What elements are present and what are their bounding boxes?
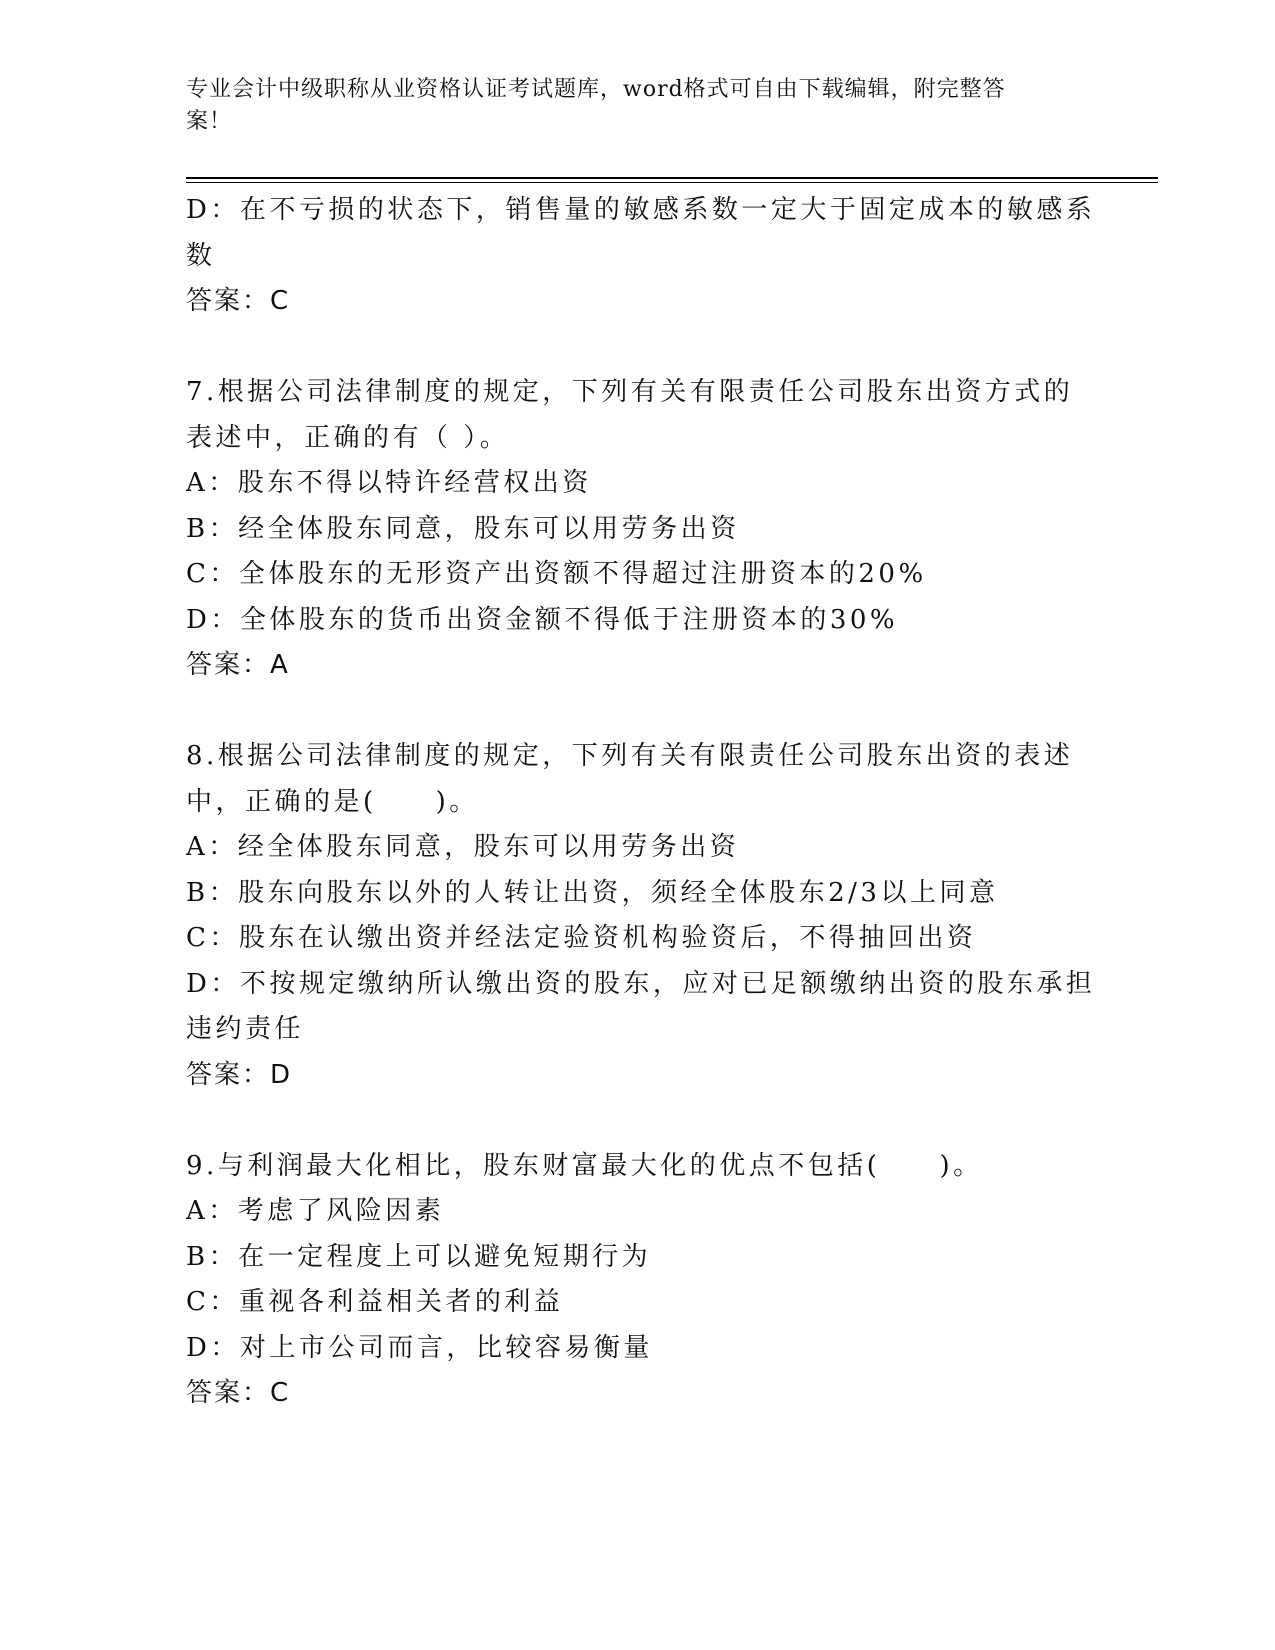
question-stem: 7.根据公司法律制度的规定，下列有关有限责任公司股东出资方式的 (186, 377, 1074, 407)
answer-line: 答案：A (186, 650, 290, 680)
option-a: A：经全体股东同意，股东可以用劳务出资 (186, 832, 740, 862)
answer-line: 答案：D (186, 1059, 293, 1090)
option-b: B：股东向股东以外的人转让出资，须经全体股东2/3以上同意 (186, 877, 999, 908)
question-stem: 8.根据公司法律制度的规定，下列有关有限责任公司股东出资的表述 (186, 741, 1074, 771)
question-stem-wrap: 表述中，正确的有（ ）。 (186, 422, 510, 453)
spacer (186, 1098, 1086, 1144)
option-d-wrap: 数 (186, 240, 216, 271)
option-d: D：全体股东的货币出资金额不得低于注册资本的30% (186, 604, 899, 635)
spacer (186, 689, 1086, 735)
page-content (186, 188, 1096, 1417)
header-line-1: 专业会计中级职称从业资格认证考试题库，word格式可自由下载编辑，附完整答 (186, 77, 1006, 102)
question-6-continuation (186, 188, 1096, 325)
header-divider-thin (186, 182, 1158, 183)
question-7 (186, 370, 1086, 689)
question-9 (186, 1144, 1086, 1417)
option-d-wrap: 违约责任 (186, 1014, 305, 1044)
header-line-2: 案！ (186, 109, 233, 134)
option-c: C：股东在认缴出资并经法定验资机构验资后，不得抽回出资 (186, 923, 977, 953)
option-a: A：股东不得以特许经营权出资 (186, 468, 592, 498)
answer-line: 答案：C (186, 286, 291, 316)
option-c: C：全体股东的无形资产出资额不得超过注册资本的20% (186, 559, 927, 589)
option-b: B：经全体股东同意，股东可以用劳务出资 (186, 513, 740, 544)
option-d: D：不按规定缴纳所认缴出资的股东，应对已足额缴纳出资的股东承担 (186, 968, 1096, 999)
question-stem: 9.与利润最大化相比，股东财富最大化的优点不包括( )。 (186, 1150, 983, 1181)
question-8 (186, 734, 1096, 1098)
answer-line: 答案：C (186, 1378, 291, 1408)
header-divider-thick (186, 177, 1158, 179)
spacer (186, 325, 1086, 371)
option-a: A：考虑了风险因素 (186, 1196, 445, 1226)
option-b: B：在一定程度上可以避免短期行为 (186, 1241, 652, 1272)
question-stem-wrap: 中，正确的是( )。 (186, 786, 479, 817)
option-d: D：在不亏损的状态下，销售量的敏感系数一定大于固定成本的敏感系 (186, 195, 1096, 225)
option-c: C：重视各利益相关者的利益 (186, 1287, 564, 1317)
document-header (186, 74, 1066, 138)
option-d: D：对上市公司而言，比较容易衡量 (186, 1332, 653, 1363)
